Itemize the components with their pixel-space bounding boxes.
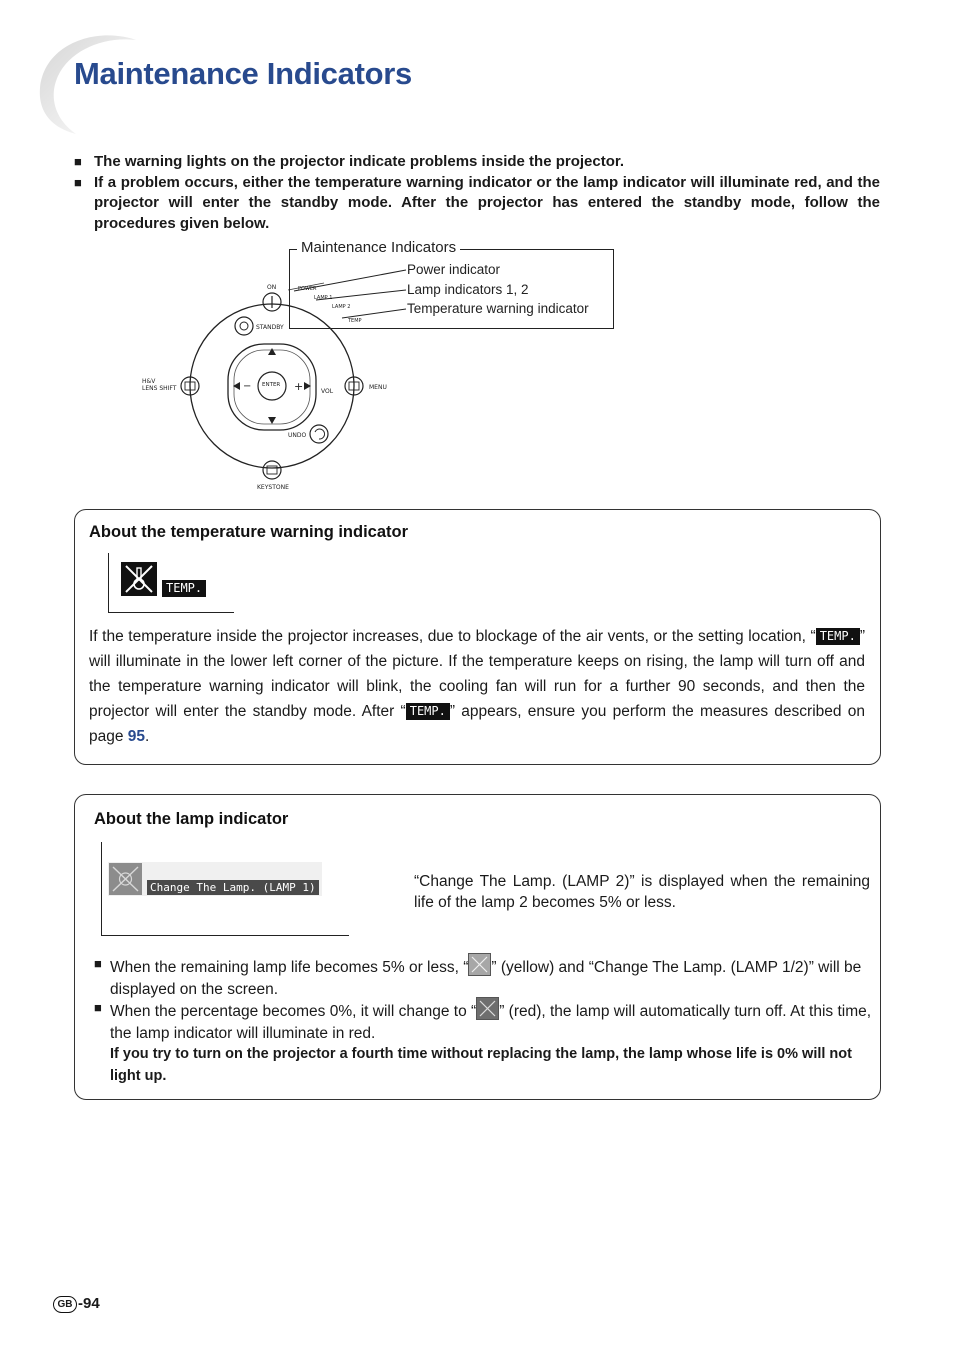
svg-text:LENS SHIFT: LENS SHIFT (142, 385, 177, 392)
lamp-section-heading: About the lamp indicator (94, 810, 289, 828)
page-reference-link[interactable]: 95 (127, 728, 146, 745)
keystone-label: KEYSTONE (257, 484, 289, 491)
undo-button (310, 425, 328, 443)
temperature-text-part: ” will illuminate in the lower left corner of the picture. If the temperature keeps on rising, the lamp will turn off and the temperature warning indicator will blink, the cooling fan will run for a further 90 seconds, and then the projector will enter the standby mode. After “ (89, 628, 865, 720)
menu-label: MENU (369, 384, 387, 391)
down-arrow-icon (268, 417, 276, 424)
temperature-icon (121, 562, 157, 596)
vol-label: VOL (321, 388, 334, 395)
keystone-button (263, 461, 281, 479)
intro-bullet: ■ If a problem occurs, either the temperature warning indicator or the lamp indicator will illuminate red, and the projector will enter the standby mode. After the projector has entered the standby mode, follow the procedures given below. (74, 173, 880, 235)
on-label: ON (267, 284, 277, 291)
page-number: -94 (78, 1295, 100, 1312)
change-lamp-message: Change The Lamp. (LAMP 1) (147, 880, 319, 895)
svg-text:POWER: POWER (298, 286, 317, 292)
svg-text:LAMP 2: LAMP 2 (332, 304, 351, 310)
lamp-red-icon (476, 997, 499, 1020)
lamp-bullet-text: When the percentage becomes 0%, it will change to “ (110, 1003, 477, 1020)
region-badge: GB (53, 1296, 77, 1313)
lamp-yellow-icon (468, 953, 491, 976)
svg-text:LAMP 1: LAMP 1 (314, 295, 333, 301)
page-title: Maintenance Indicators (74, 56, 412, 91)
temperature-text-part: ” appears, ensure you perform the measures described on page (89, 703, 865, 745)
lamp-screen-frame-left (101, 842, 102, 935)
temperature-section-heading: About the temperature warning indicator (89, 523, 409, 541)
intro-bullet: ■ The warning lights on the projector indicate problems inside the projector. (74, 152, 880, 173)
lamp-bold-note: If you try to turn on the projector a fourth time without replacing the lamp, the lamp whose life is 0% will not light up. (110, 1046, 852, 1084)
screen-frame-bottom (108, 612, 234, 613)
enter-label: ENTER (262, 382, 281, 388)
temp-label-chip: TEMP. (162, 580, 206, 597)
temp-label-inline: TEMP. (816, 628, 860, 645)
standby-label: STANDBY (256, 324, 284, 331)
lamp-bullet-yellow (94, 953, 880, 1001)
svg-text:+: + (294, 380, 304, 393)
legend-title: Maintenance Indicators (297, 239, 460, 256)
svg-text:TEMP: TEMP (348, 318, 362, 324)
lamp-screen-frame-bottom (101, 935, 349, 936)
temperature-text-part: . (145, 728, 150, 745)
temperature-text-part: If the temperature inside the projector increases, due to blockage of the air vents, or the setting location, “ (89, 628, 816, 645)
lamp-bullet-text: When the remaining lamp life becomes 5% or less, “ (110, 959, 469, 976)
lamp-warning-icon (109, 863, 142, 895)
lamp-2-note: “Change The Lamp. (LAMP 2)” is displayed when the remaining life of the lamp 2 becomes 5% or less. (414, 873, 870, 911)
lamp-bullet-red (94, 997, 880, 1045)
lens-shift-label: H&V (142, 378, 156, 385)
undo-label: UNDO (288, 432, 307, 439)
lamp-bullet-text: ” (yellow) and “Change The Lamp. (LAMP 1/2)” will be displayed on the screen. (110, 959, 862, 998)
legend-temperature-indicator: Temperature warning indicator (407, 301, 589, 316)
temperature-paragraph (89, 624, 865, 749)
legend-lamp-indicators: Lamp indicators 1, 2 (407, 282, 529, 297)
up-arrow-icon (268, 348, 276, 355)
screen-frame-left (108, 553, 109, 613)
svg-text:−: − (243, 381, 252, 392)
intro-bullets (74, 152, 880, 234)
standby-button (235, 317, 253, 335)
temp-label-inline: TEMP. (406, 703, 450, 720)
lamp-bullet-text: ” (red), the lamp will automatically turn off. At this time, the lamp indicator will illuminate in red. (110, 1003, 872, 1042)
legend-power-indicator: Power indicator (407, 262, 501, 277)
